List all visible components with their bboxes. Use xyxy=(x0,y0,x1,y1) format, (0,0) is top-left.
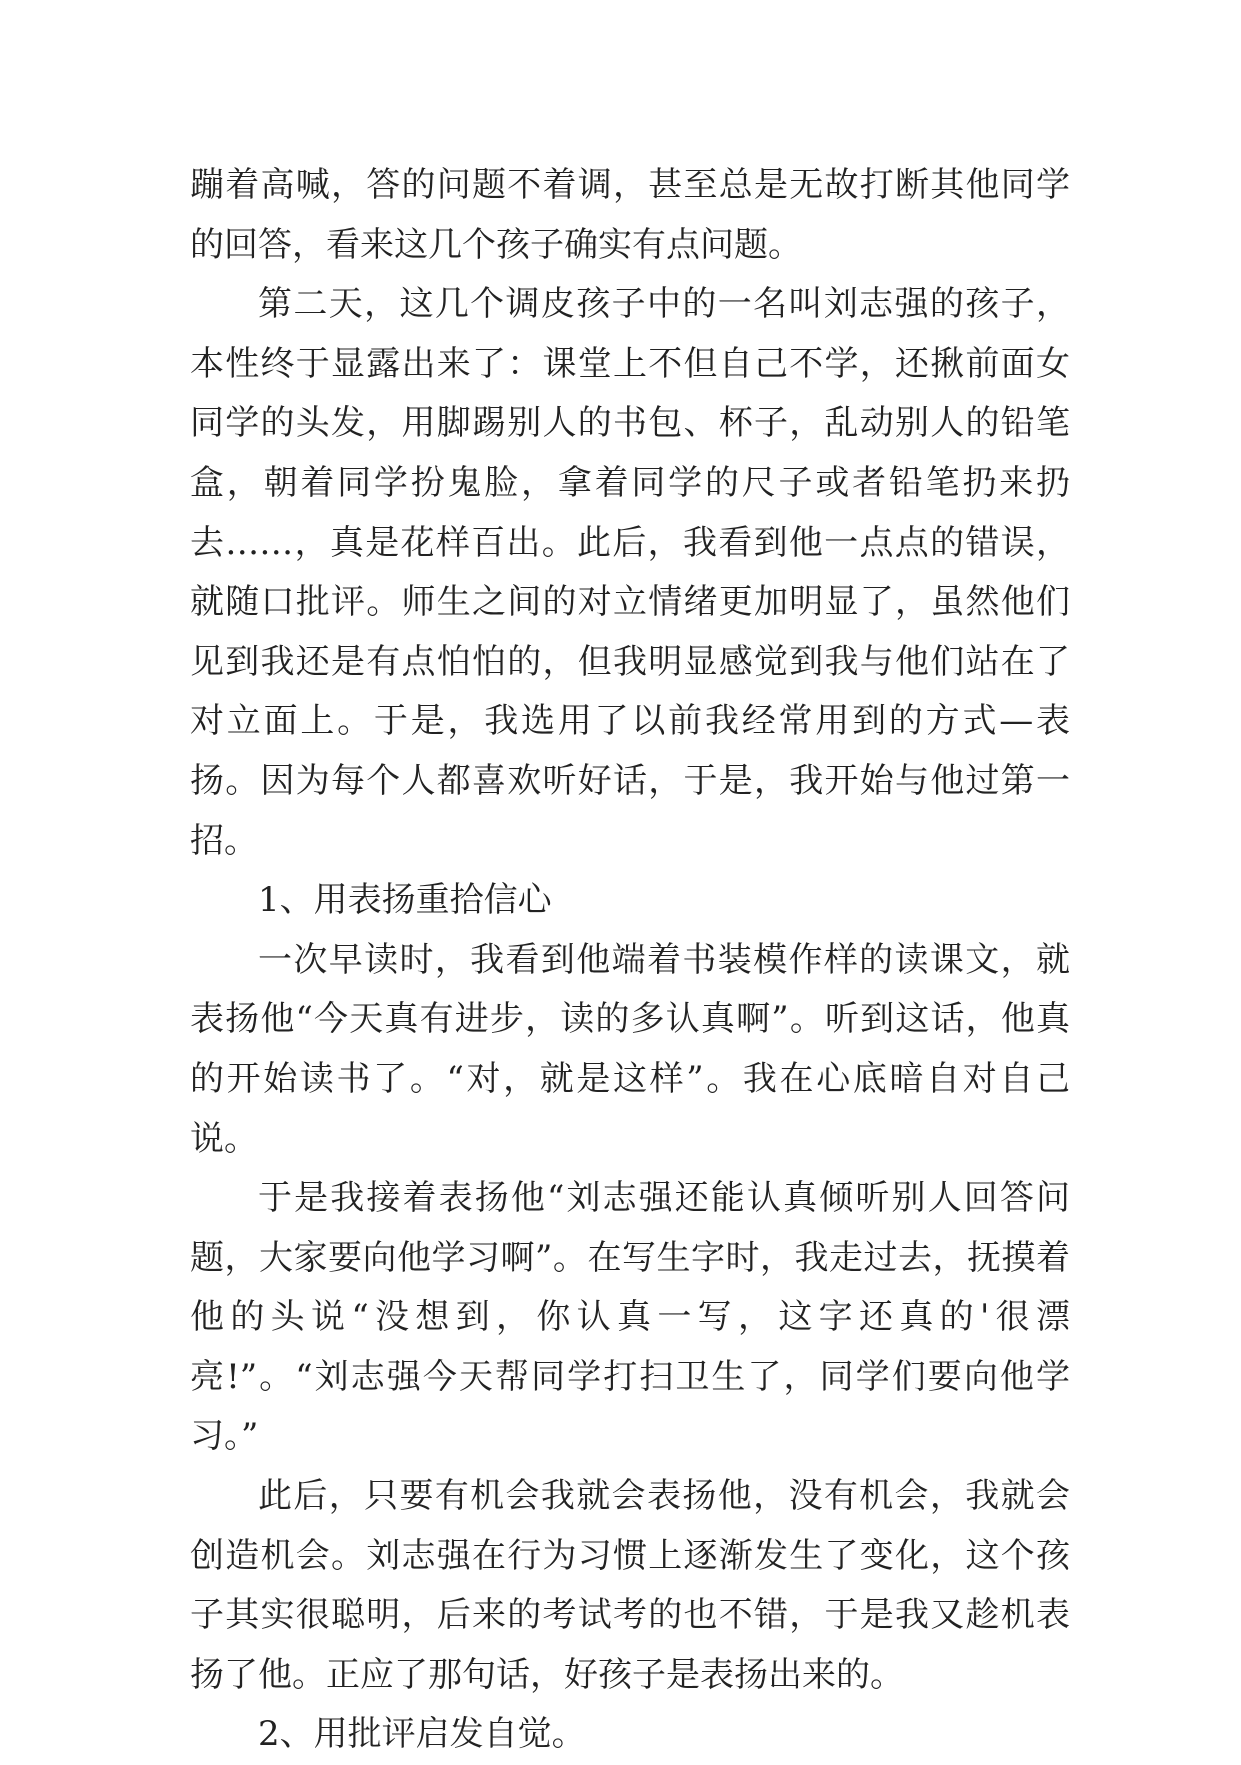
text-line: 1、用表扬重拾信心 xyxy=(258,880,552,921)
paragraph xyxy=(190,931,1070,1169)
text-line: 的头发，用脚踢别人的书包、杯子，乱动别人的铅笔盒，朝 xyxy=(190,403,1070,503)
text-line: 蹦着高喊，答的问题不着调，甚至总是无故打断其他同学的 xyxy=(190,165,1070,265)
paragraph xyxy=(190,156,1070,275)
text-line: 是花样百出。此后，我看到他一点点的错误，就随口批评。 xyxy=(190,522,1070,623)
text-line: 性终于显露出来了：课堂上不但自己不学，还揪前面女同学 xyxy=(190,343,1070,444)
text-line: 怕怕的，但我明显感觉到我与他们站在了对立面上。于是， xyxy=(190,641,1070,742)
text-line: 开始读书了。“对，就是这样”。我在心底暗自对自己说。 xyxy=(190,1058,1071,1159)
text-line: 实很聪明，后来的考试考的也不错，于是我又趁机表扬了他。 xyxy=(190,1595,1070,1695)
text-line: 2、用批评启发自觉。 xyxy=(258,1714,586,1755)
text-line: 第二天，这几个调皮孩子中的一名叫刘志强的孩子，本 xyxy=(190,284,1070,384)
text-line: 听好话，于是，我开始与他过第一招。 xyxy=(190,760,1070,861)
paragraph xyxy=(190,871,1070,931)
text-line: 着同学扮鬼脸，拿着同学的尺子或者铅笔扔来扔去……，真 xyxy=(190,462,1071,563)
text-line: 我选用了以前我经常用到的方式—表扬。因为每个人都喜欢 xyxy=(190,701,1071,801)
paragraph xyxy=(190,1705,1070,1765)
text-line: 强今天帮同学打扫卫生了，同学们要向他学习。” xyxy=(190,1356,1070,1457)
text-line: 于是我接着表扬他“刘志强还能认真倾听别人回答问题， xyxy=(190,1178,1070,1278)
text-line: 头说“没想到，你认真一写，这字还真的'很漂亮!”。“刘志 xyxy=(190,1297,1071,1397)
paragraph xyxy=(190,1467,1070,1705)
text-line: 回答，看来这几个孩子确实有点问题。 xyxy=(224,224,802,265)
text-line: 一次早读时，我看到他端着书装模作样的读课文，就表 xyxy=(190,939,1070,1040)
paragraph xyxy=(190,275,1070,871)
text-line: 此后，只要有机会我就会表扬他，没有机会，我就会创 xyxy=(190,1476,1070,1576)
document-body xyxy=(190,156,1070,1765)
text-line: 扬他“今天真有进步，读的多认真啊”。听到这话，他真的 xyxy=(190,999,1070,1099)
text-line: 正应了那句话，好孩子是表扬出来的。 xyxy=(326,1654,904,1695)
text-line: 造机会。刘志强在行为习惯上逐渐发生了变化，这个孩子其 xyxy=(190,1535,1070,1636)
text-line: 大家要向他学习啊”。在写生字时，我走过去，抚摸着他的 xyxy=(190,1237,1070,1338)
paragraph xyxy=(190,1169,1070,1467)
text-line: 师生之间的对立情绪更加明显了，虽然他们见到我还是有点 xyxy=(190,582,1070,682)
